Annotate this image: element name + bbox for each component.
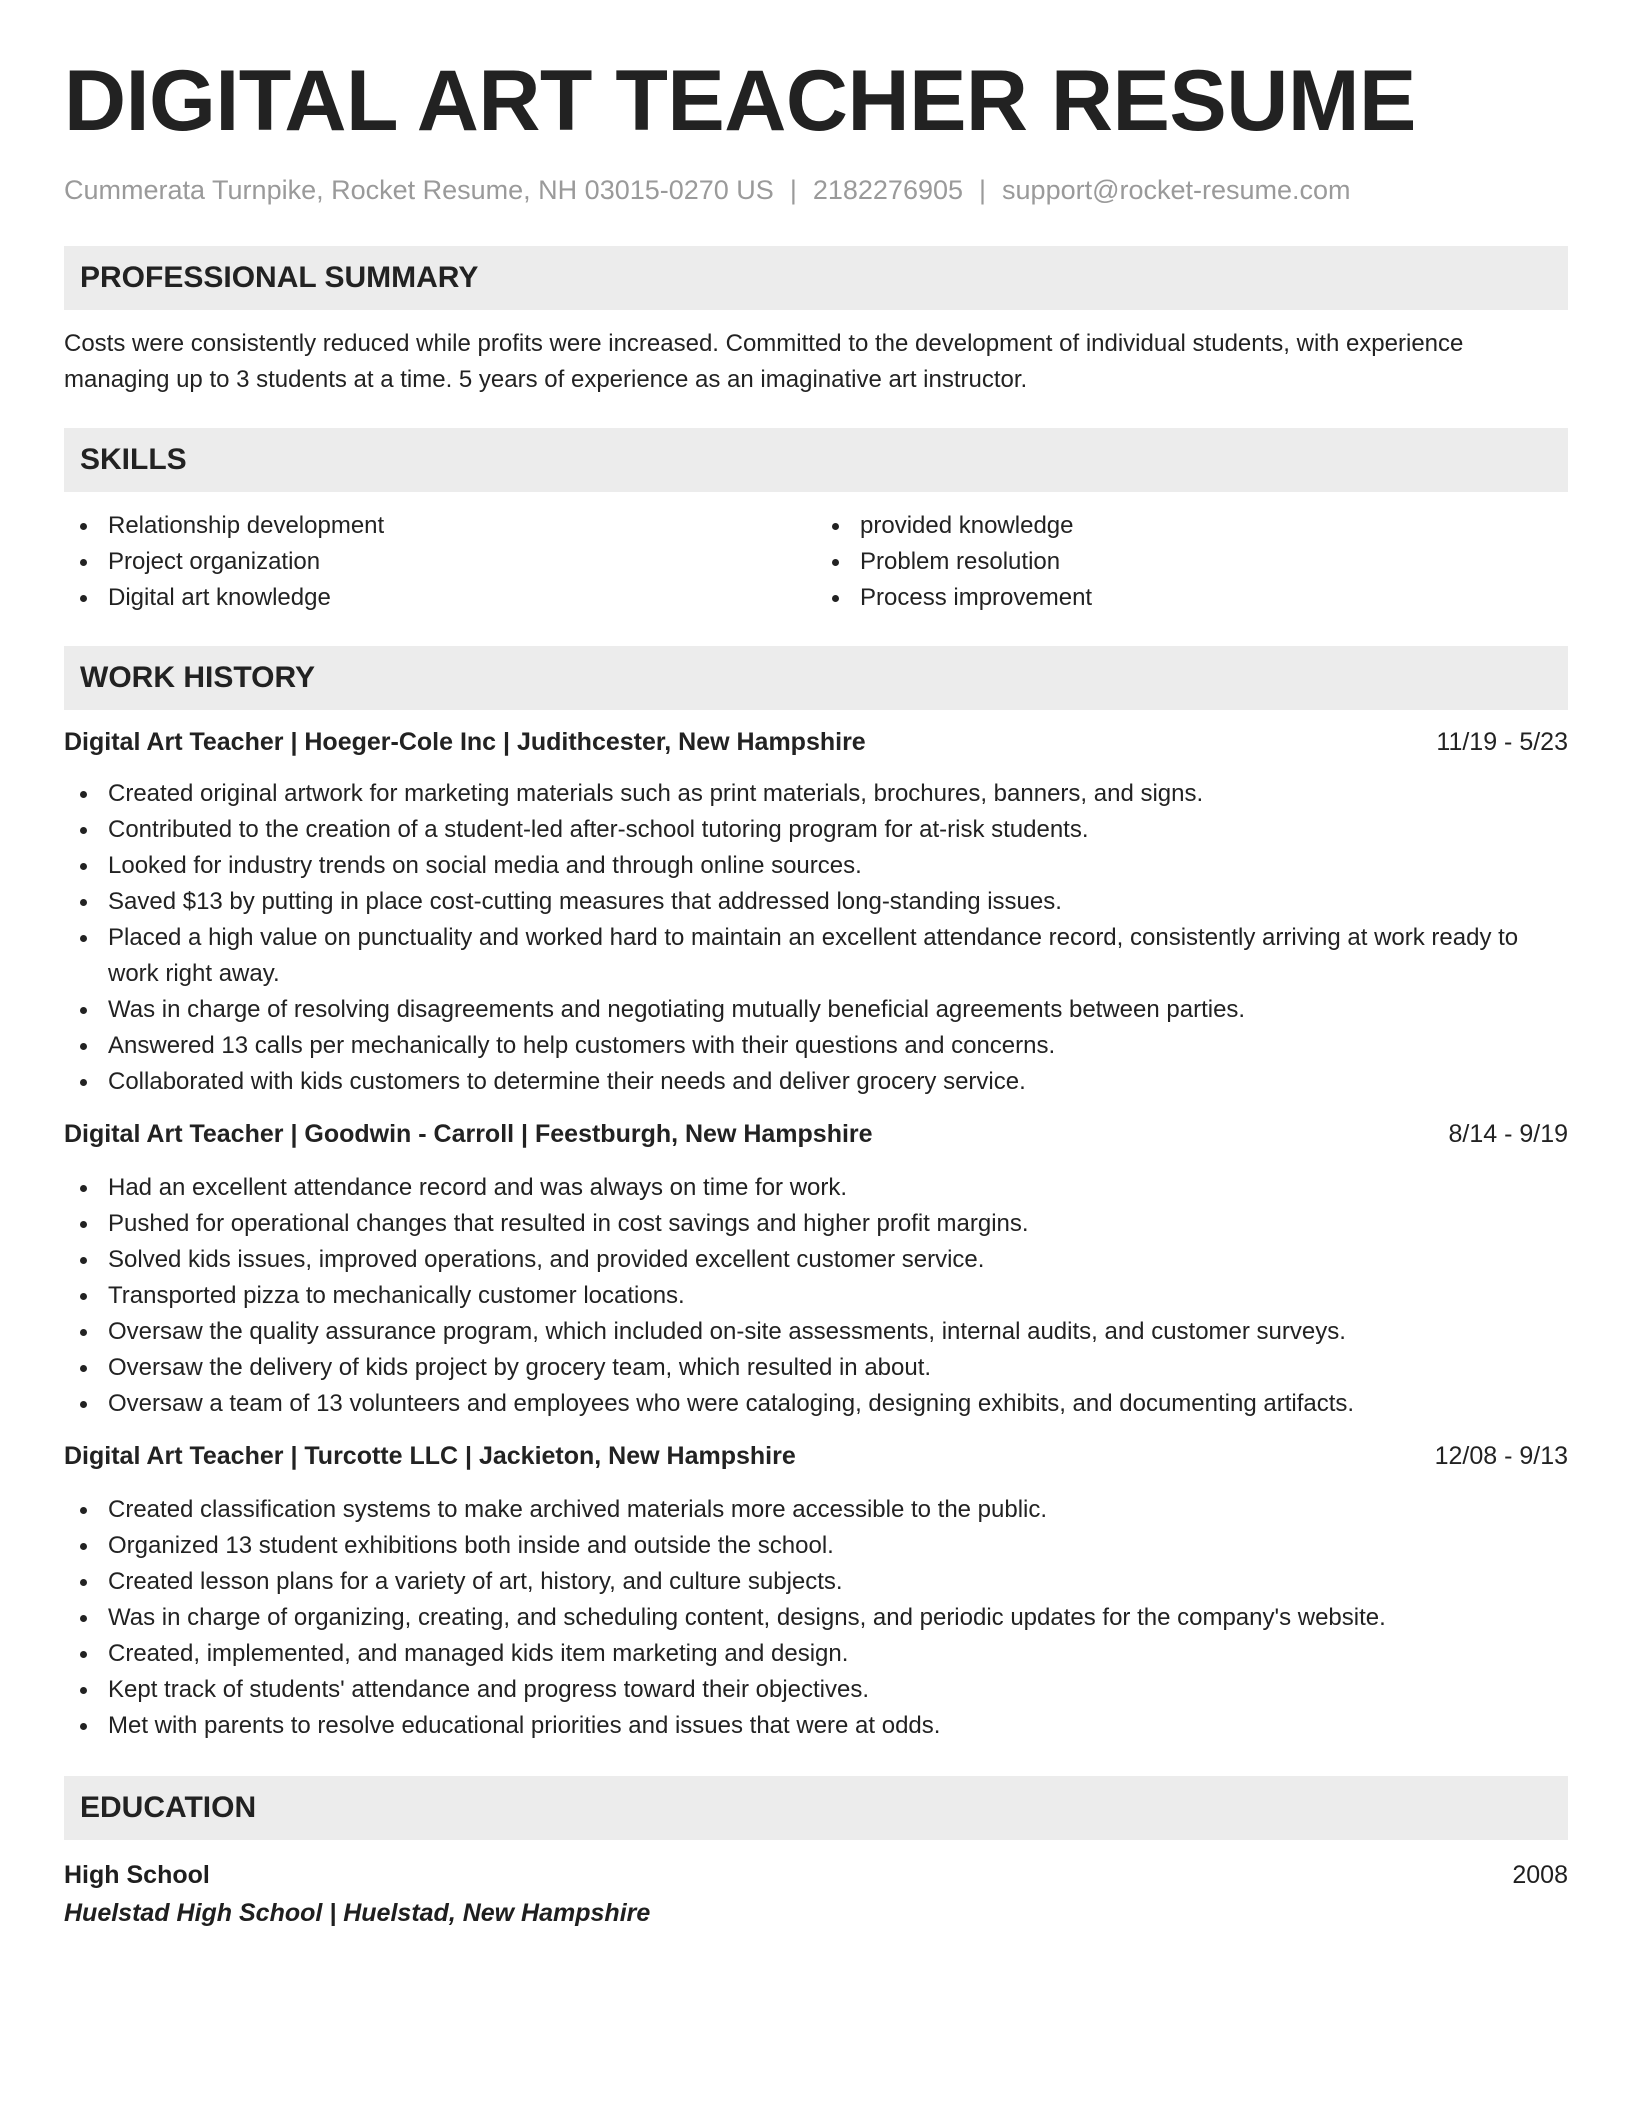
job-title: Digital Art Teacher | Turcotte LLC | Jackieton, New Hampshire (64, 1442, 796, 1471)
skill-item: Project organization (64, 544, 816, 580)
job-dates: 11/19 - 5/23 (1436, 728, 1568, 757)
job-duty: Created classification systems to make archived materials more accessible to the public. (64, 1492, 1568, 1528)
job-title: Digital Art Teacher | Goodwin - Carroll | Feestburgh, New Hampshire (64, 1120, 873, 1149)
job-duty: Pushed for operational changes that resulted in cost savings and higher profit margins. (64, 1206, 1568, 1242)
job-duties (64, 1170, 1568, 1422)
summary-section-header: PROFESSIONAL SUMMARY (64, 246, 1568, 310)
job-duty: Organized 13 student exhibitions both inside and outside the school. (64, 1528, 1568, 1564)
skills-section-header: SKILLS (64, 428, 1568, 492)
job-entry (64, 724, 1568, 1100)
work-section-header: WORK HISTORY (64, 646, 1568, 710)
skills-list (64, 508, 1568, 616)
job-duty: Created original artwork for marketing materials such as print materials, brochures, banners, and signs. (64, 776, 1568, 812)
job-duty: Oversaw a team of 13 volunteers and employees who were cataloging, designing exhibits, and documenting artifacts. (64, 1386, 1568, 1422)
education-year: 2008 (1512, 1861, 1568, 1890)
job-duty: Placed a high value on punctuality and worked hard to maintain an excellent attendance record, consistently arriving at work ready to work right away. (64, 920, 1568, 992)
skills-column-left (64, 508, 816, 616)
job-duty: Oversaw the delivery of kids project by grocery team, which resulted in about. (64, 1350, 1568, 1386)
job-duty: Looked for industry trends on social media and through online sources. (64, 848, 1568, 884)
job-duties (64, 776, 1568, 1100)
job-duty: Kept track of students' attendance and progress toward their objectives. (64, 1672, 1568, 1708)
contact-phone: 2182276905 (812, 175, 964, 205)
job-duty: Transported pizza to mechanically customer locations. (64, 1278, 1568, 1314)
education-school: Huelstad High School | Huelstad, New Hampshire (64, 1899, 651, 1928)
summary-text: Costs were consistently reduced while profits were increased. Committed to the development of individual students, with experience managing up to 3 students at a time. 5 years of experience as an imaginative art instructor. (64, 330, 1464, 394)
education-section-header: EDUCATION (64, 1776, 1568, 1840)
job-duty: Answered 13 calls per mechanically to help customers with their questions and concerns. (64, 1028, 1568, 1064)
job-dates: 8/14 - 9/19 (1448, 1120, 1568, 1149)
skill-item: Relationship development (64, 508, 816, 544)
job-duty: Was in charge of resolving disagreements and negotiating mutually beneficial agreements between parties. (64, 992, 1568, 1028)
job-duty: Oversaw the quality assurance program, which included on-site assessments, internal audits, and customer surveys. (64, 1314, 1568, 1350)
education-degree: High School (64, 1861, 210, 1890)
job-entry (64, 1116, 1568, 1422)
job-header (64, 1116, 1568, 1152)
job-duty: Created, implemented, and managed kids item marketing and design. (64, 1636, 1568, 1672)
contact-separator: | (789, 175, 797, 205)
job-duty: Contributed to the creation of a student-led after-school tutoring program for at-risk students. (64, 812, 1568, 848)
job-duties (64, 1492, 1568, 1744)
job-header (64, 724, 1568, 760)
job-title: Digital Art Teacher | Hoeger-Cole Inc | Judithcester, New Hampshire (64, 728, 866, 757)
job-duty: Solved kids issues, improved operations, and provided excellent customer service. (64, 1242, 1568, 1278)
skill-item: Problem resolution (816, 544, 1568, 580)
resume-title: DIGITAL ART TEACHER RESUME (64, 53, 1416, 149)
skill-item: provided knowledge (816, 508, 1568, 544)
skill-item: Digital art knowledge (64, 580, 816, 616)
job-dates: 12/08 - 9/13 (1434, 1442, 1568, 1471)
job-header (64, 1438, 1568, 1474)
job-duty: Saved $13 by putting in place cost-cutting measures that addressed long-standing issues. (64, 884, 1568, 920)
skills-column-right (816, 508, 1568, 616)
job-entry (64, 1438, 1568, 1744)
contact-email: support@rocket-resume.com (1002, 175, 1351, 205)
education-header (64, 1856, 1568, 1894)
contact-address: Cummerata Turnpike, Rocket Resume, NH 03015-0270 US (64, 175, 774, 205)
skill-item: Process improvement (816, 580, 1568, 616)
contact-separator: | (979, 175, 987, 205)
job-duty: Created lesson plans for a variety of art, history, and culture subjects. (64, 1564, 1568, 1600)
contact-line (64, 174, 1568, 206)
job-duty: Was in charge of organizing, creating, and scheduling content, designs, and periodic updates for the company's website. (64, 1600, 1568, 1636)
job-duty: Had an excellent attendance record and was always on time for work. (64, 1170, 1568, 1206)
education-entry (64, 1856, 1568, 1932)
job-duty: Collaborated with kids customers to determine their needs and deliver grocery service. (64, 1064, 1568, 1100)
job-duty: Met with parents to resolve educational priorities and issues that were at odds. (64, 1708, 1568, 1744)
